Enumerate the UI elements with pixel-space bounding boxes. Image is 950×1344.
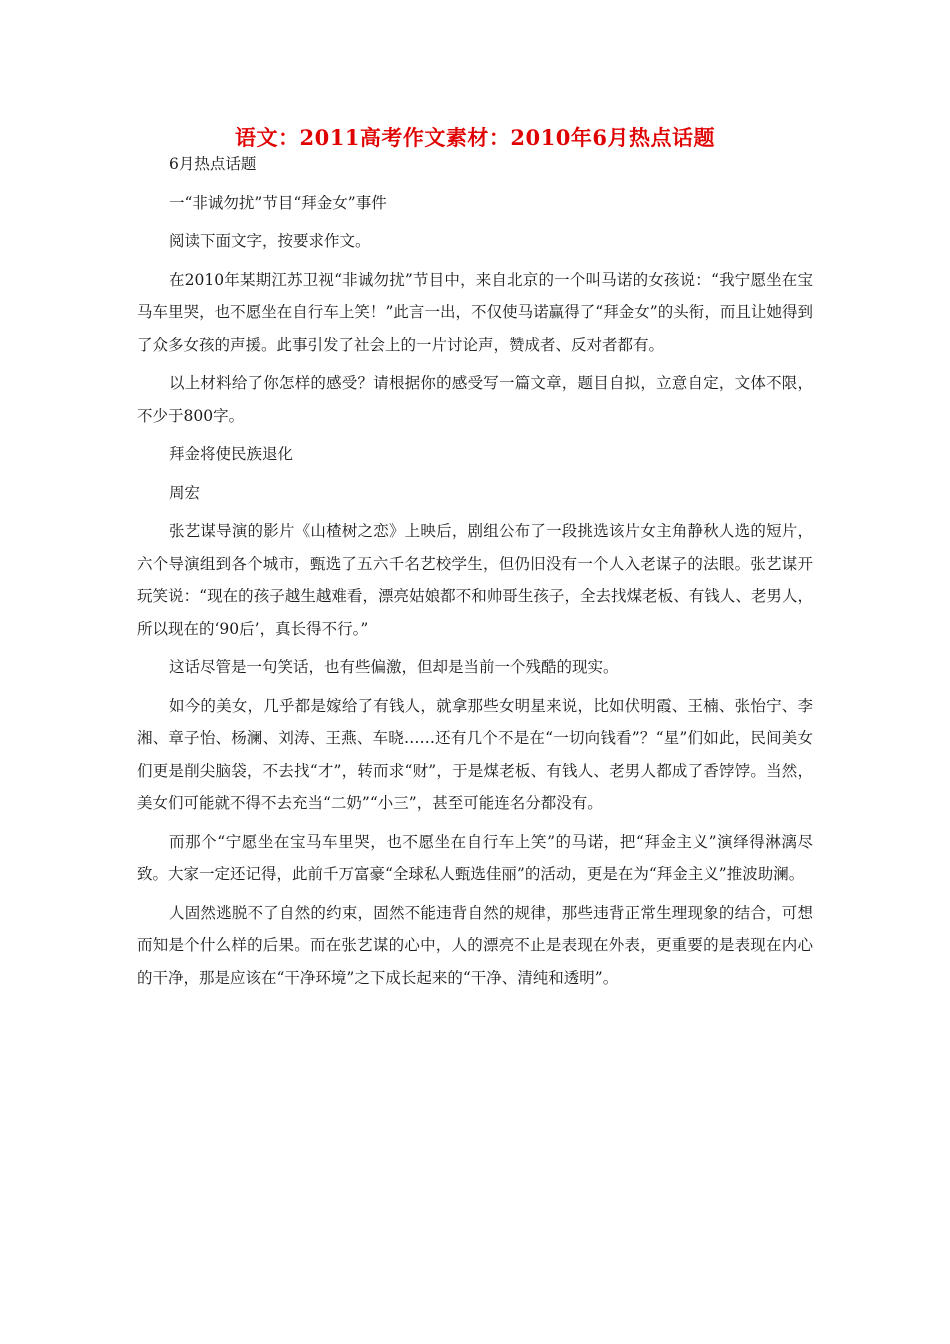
paragraph-topic-heading: 6月热点话题 bbox=[169, 155, 257, 173]
paragraph-prompt: 以上材料给了你怎样的感受？请根据你的感受写一篇文章，题目自拟，立意自定，文体不限，不少于800字。 bbox=[137, 374, 813, 425]
paragraph-body-4: 而那个“宁愿坐在宝马车里哭，也不愿坐在自行车上笑”的马诺，把“拜金主义”演绎得淋漓尽致。大家一定还记得，此前千万富豪“全球私人甄选佳丽”的活动，更是在为“拜金主义”推波助澜。 bbox=[137, 832, 813, 883]
paragraph-essay-title: 拜金将使民族退化 bbox=[169, 445, 294, 463]
paragraph-event-heading: 一“非诚勿扰”节目“拜金女”事件 bbox=[169, 193, 387, 212]
paragraph-author: 周宏 bbox=[169, 483, 201, 502]
paragraph-body-2: 这话尽管是一句笑话，也有些偏激，但却是当前一个残酷的现实。 bbox=[169, 658, 619, 676]
document-body bbox=[137, 148, 813, 1000]
paragraph-material: 在2010年某期江苏卫视“非诚勿扰”节目中，来自北京的一个叫马诺的女孩说：“我宁愿坐在宝马车里哭，也不愿坐在自行车上笑！”此言一出，不仅使马诺赢得了“拜金女”的头衔，而且让她得到了众多女孩的声援。此事引发了社会上的一片讨论声，赞成者、反对者都有。 bbox=[137, 270, 813, 354]
paragraph-body-5: 人固然逃脱不了自然的约束，固然不能违背自然的规律，那些违背正常生理现象的结合，可想而知是个什么样的后果。而在张艺谋的心中，人的漂亮不止是表现在外表，更重要的是表现在内心的干净，那是应该在“干净环境”之下成长起来的“干净、清纯和透明”。 bbox=[137, 903, 813, 987]
paragraph-body-1: 张艺谋导演的影片《山楂树之恋》上映后，剧组公布了一段挑选该片女主角静秋人选的短片，六个导演组到各个城市，甄选了五六千名艺校学生，但仍旧没有一个人入老谋子的法眼。张艺谋开玩笑说：“现在的孩子越生越难看，漂亮姑娘都不和帅哥生孩子，全去找煤老板、有钱人、老男人，所以现在的‘90后’，真长得不行。” bbox=[137, 522, 813, 638]
paragraph-instruction: 阅读下面文字，按要求作文。 bbox=[169, 232, 371, 250]
paragraph-body-3: 如今的美女，几乎都是嫁给了有钱人，就拿那些女明星来说，比如伏明霞、王楠、张怡宁、李湘、章子怡、杨澜、刘涛、王燕、车晓……还有几个不是在“一切向钱看”？“星”们如此，民间美女们更是削尖脑袋，不去找“才”，转而求“财”，于是煤老板、有钱人、老男人都成了香饽饽。当然，美女们可能就不得不去充当“二奶”“小三”，甚至可能连名分都没有。 bbox=[137, 696, 813, 812]
document-title: 语文：2011高考作文素材：2010年6月热点话题 bbox=[234, 125, 715, 150]
